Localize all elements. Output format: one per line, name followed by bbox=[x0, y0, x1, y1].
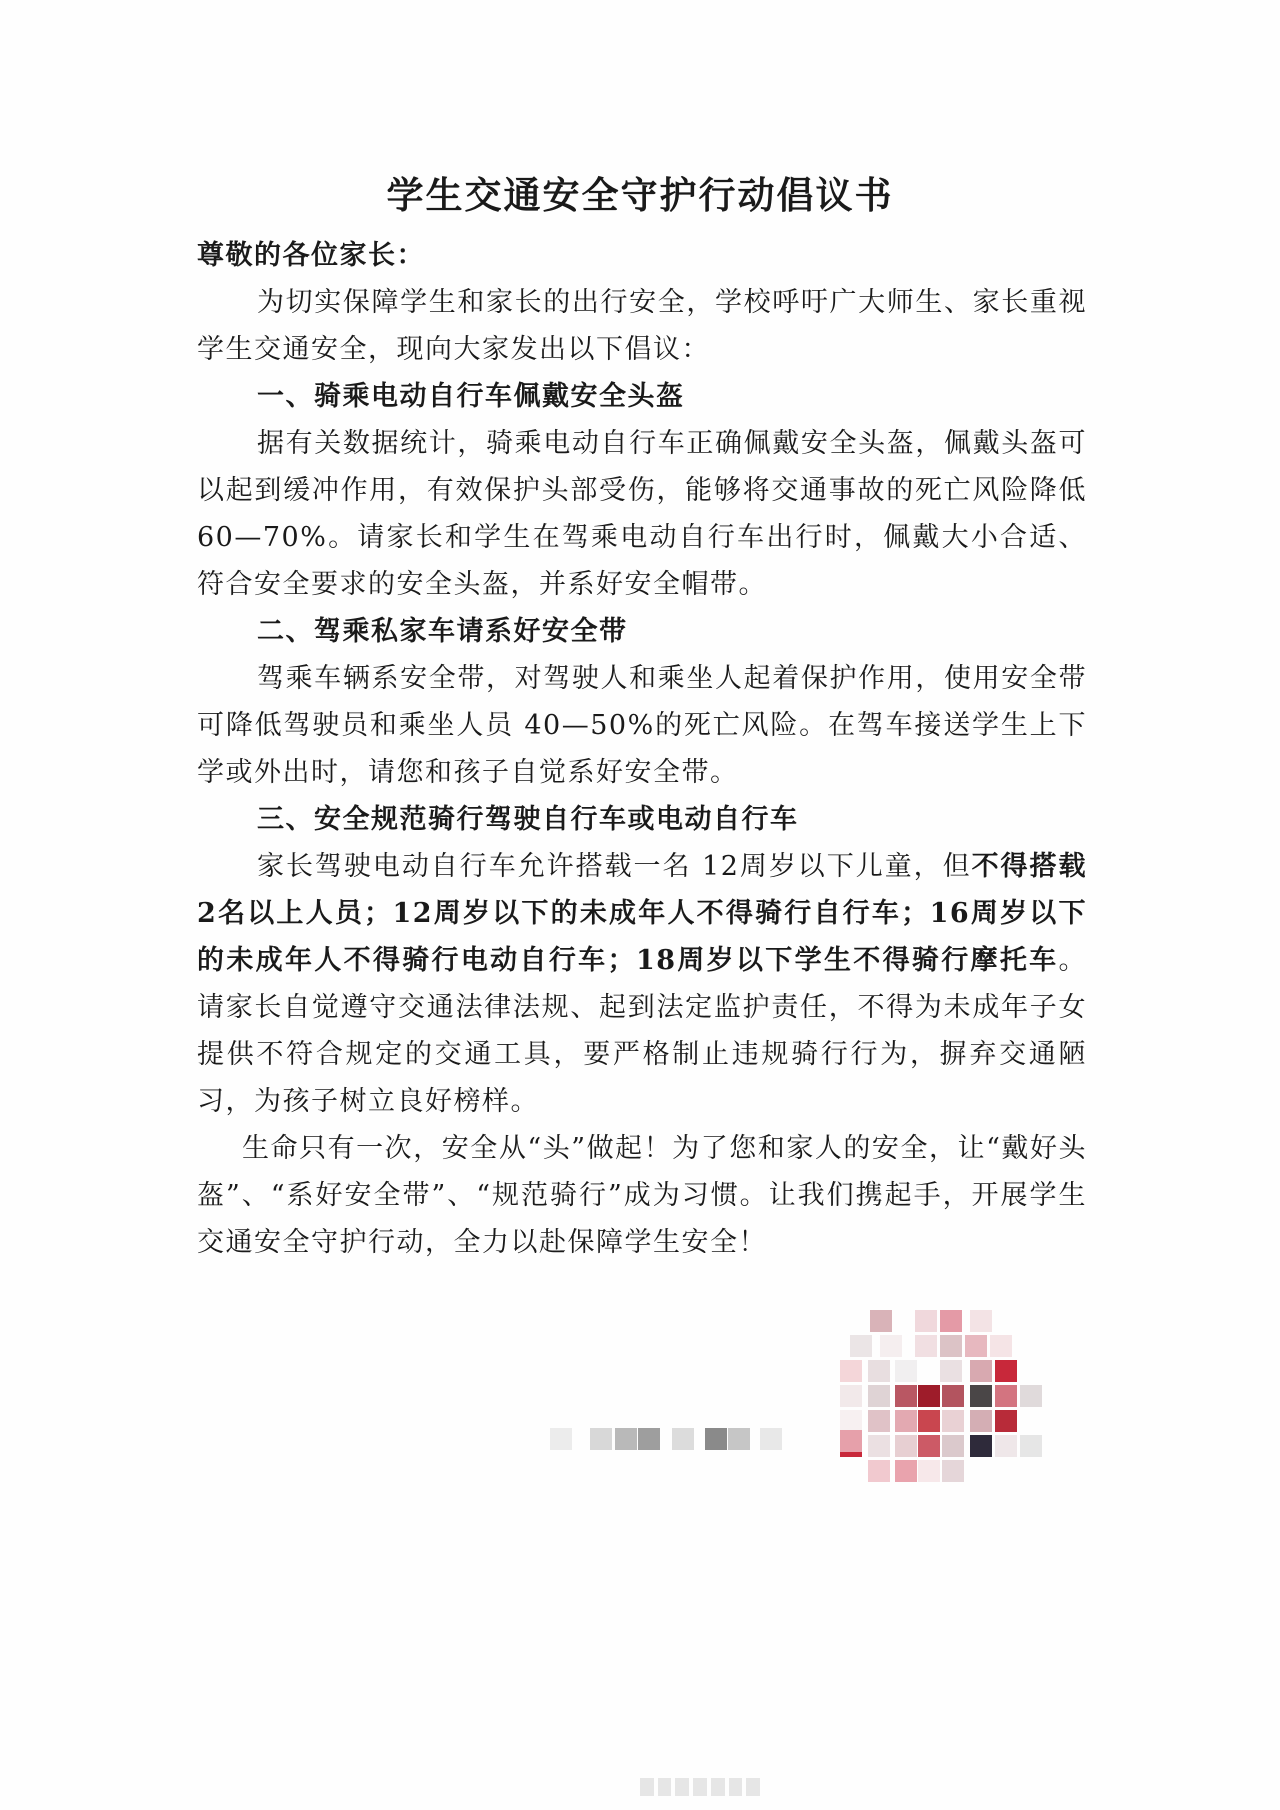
document-body bbox=[197, 232, 1087, 1266]
section-3-body bbox=[197, 843, 1087, 1125]
section-2-body: 驾乘车辆系安全带，对驾驶人和乘坐人起着保护作用，使用安全带可降低驾驶员和乘坐人员 40—50%的死亡风险。在驾车接送学生上下学或外出时，请您和孩子自觉系好安全带。 bbox=[197, 663, 1087, 788]
section-3-body-start: 家长驾驶电动自行车允许搭载一名 12周岁以下儿童，但 bbox=[257, 851, 972, 882]
document-title: 学生交通安全守护行动倡议书 bbox=[386, 173, 894, 217]
section-2-heading: 二、驾乘私家车请系好安全带 bbox=[257, 616, 628, 647]
signature-block bbox=[520, 1310, 1100, 1570]
section-1-body: 据有关数据统计，骑乘电动自行车正确佩戴安全头盔，佩戴头盔可以起到缓冲作用，有效保护头部受伤，能够将交通事故的死亡风险降低 60—70%。请家长和学生在驾乘电动自行车出行时，佩戴大小合适、符合安全要求的安全头盔，并系好安全帽带。 bbox=[197, 428, 1087, 600]
closing-paragraph: 生命只有一次，安全从“头”做起！为了您和家人的安全，让“戴好头盔”、“系好安全带”、“规范骑行”成为习惯。让我们携起手，开展学生交通安全守护行动，全力以赴保障学生安全！ bbox=[197, 1133, 1087, 1258]
watermark bbox=[640, 1778, 760, 1798]
salutation: 尊敬的各位家长： bbox=[197, 240, 425, 271]
blurred-seal-icon bbox=[840, 1310, 1100, 1570]
section-3-body-bold: 不得搭载 2名以上人员；12周岁以下的未成年人不得骑行自行车；16周岁以下的未成年人不得骑行电动自行车；18周岁以下学生不得骑行摩托车 bbox=[197, 851, 1087, 976]
intro-paragraph: 为切实保障学生和家长的出行安全，学校呼吁广大师生、家长重视学生交通安全，现向大家发出以下倡议： bbox=[197, 287, 1087, 365]
section-3-body-end: 。请家长自觉遵守交通法律法规、起到法定监护责任，不得为未成年子女提供不符合规定的交通工具，要严格制止违规骑行行为，摒弃交通陋习，为孩子树立良好榜样。 bbox=[197, 945, 1087, 1117]
section-1-heading: 一、骑乘电动自行车佩戴安全头盔 bbox=[257, 381, 685, 412]
section-3-heading: 三、安全规范骑行驾驶自行车或电动自行车 bbox=[257, 804, 799, 835]
